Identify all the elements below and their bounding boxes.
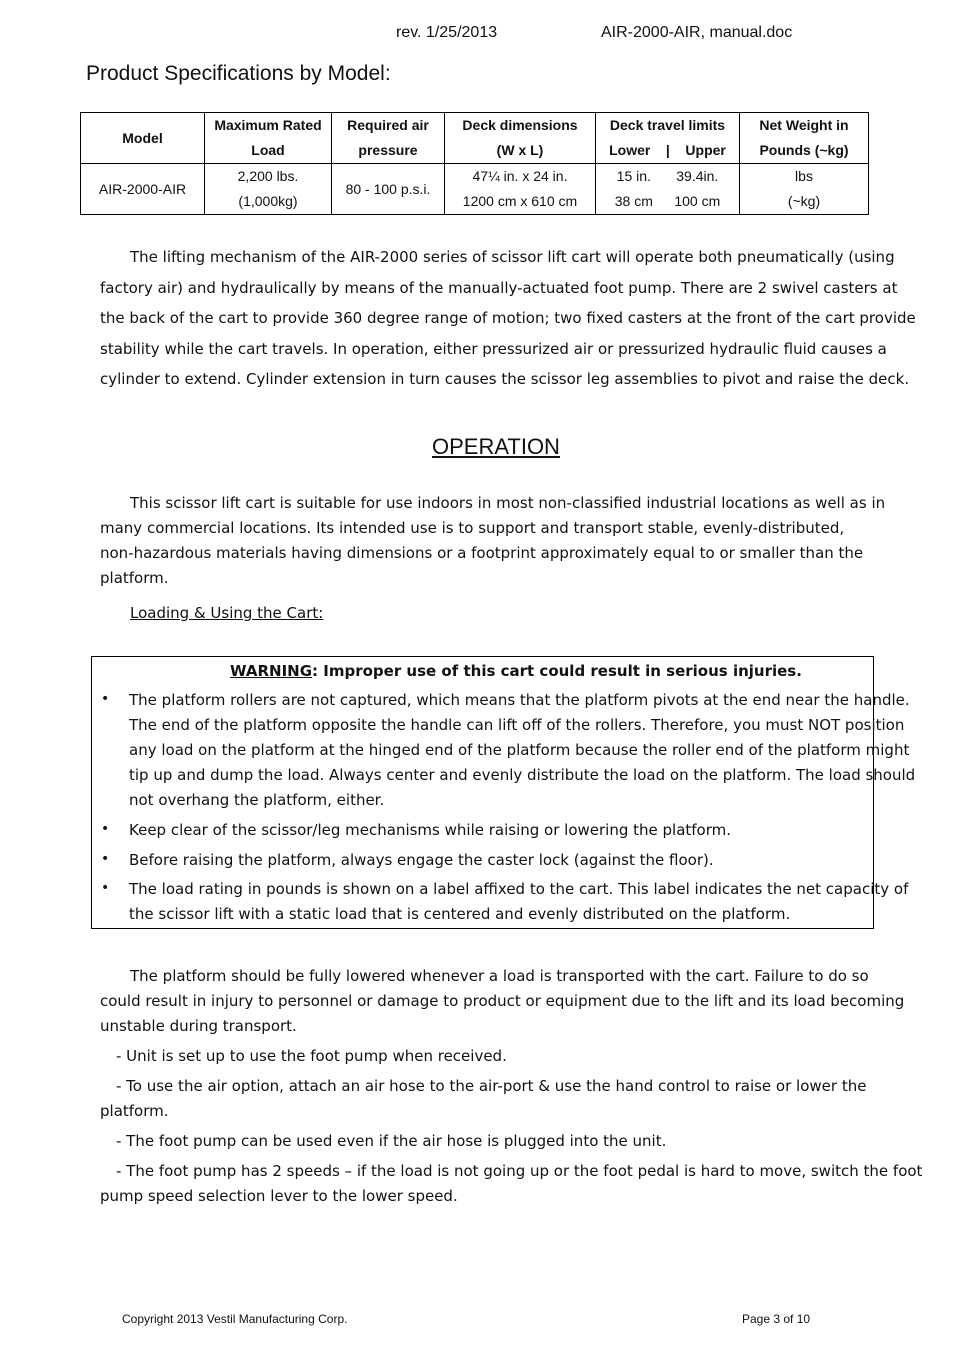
table-header-row (81, 113, 869, 164)
document-name: AIR-2000-AIR, manual.doc (601, 24, 793, 41)
note-line: - The foot pump has 2 speeds – if the load is not going up or the foot pedal is hard to move, switch the foot (116, 1162, 923, 1180)
col-travel-separator: | (665, 142, 670, 158)
col-load-line2: Load (251, 142, 285, 158)
col-deck (445, 113, 596, 164)
operation-line: many commercial locations. Its intended use is to support and transport stable, evenly-distributed, (100, 519, 845, 537)
revision-date: rev. 1/25/2013 (396, 24, 498, 41)
cell-deck-cm: 1200 cm x 610 cm (462, 193, 578, 209)
list-item: The platform rollers are not captured, which means that the platform pivots at the end near the handle. (129, 691, 910, 709)
cell-upper-in: 39.4in. (676, 168, 719, 184)
cell-lower-in: 15 in. (616, 168, 651, 184)
col-air-line2: pressure (358, 142, 418, 158)
list-item: the scissor lift with a static load that is centered and evenly distributed on the platform. (129, 905, 791, 923)
intro-line: cylinder to extend. Cylinder extension in turn causes the scissor leg assemblies to pivot and raise the deck. (100, 370, 910, 388)
footer-copyright: Copyright 2013 Vestil Manufacturing Corp. (122, 1312, 348, 1326)
note-line: - Unit is set up to use the foot pump when received. (116, 1047, 507, 1065)
bullet-icon: • (101, 851, 110, 867)
cell-air: 80 - 100 p.s.i. (332, 164, 445, 215)
intro-line: factory air) and hydraulically by means of the manually-actuated foot pump. There are 2 swivel casters at (100, 279, 898, 297)
cell-travel (596, 164, 740, 215)
operation-line: platform. (100, 569, 169, 587)
note-line: pump speed selection lever to the lower speed. (100, 1187, 458, 1205)
cell-load-lbs: 2,200 lbs. (237, 168, 299, 184)
cell-deck-in: 47¼ in. x 24 in. (472, 168, 568, 184)
cell-deck (445, 164, 596, 215)
list-item: Before raising the platform, always engage the caster lock (against the floor). (129, 851, 714, 869)
list-item: Keep clear of the scissor/leg mechanisms while raising or lowering the platform. (129, 821, 732, 839)
list-item: tip up and dump the load. Always center and evenly distribute the load on the platform. The load should (129, 766, 916, 784)
spec-title: Product Specifications by Model: (86, 62, 391, 85)
intro-line: the back of the cart to provide 360 degree range of motion; two fixed casters at the front of the cart provide (100, 309, 916, 327)
footer-page-number: Page 3 of 10 (742, 1312, 811, 1326)
col-weight-line1: Net Weight in (759, 117, 849, 133)
cell-weight-lbs: lbs (795, 168, 813, 184)
table-row (81, 164, 869, 215)
warning-text: : Improper use of this cart could result in serious injuries. (312, 662, 802, 680)
transport-line: The platform should be fully lowered whenever a load is transported with the cart. Failure to do so (130, 967, 869, 985)
col-model: Model (81, 113, 205, 164)
col-air (332, 113, 445, 164)
intro-line: stability while the cart travels. In operation, either pressurized air or pressurized hydraulic fluid causes a (100, 340, 887, 358)
list-item: The end of the platform opposite the handle can lift off of the rollers. Therefore, you must NOT position (129, 716, 905, 734)
warning-title (230, 662, 802, 680)
bullet-icon: • (101, 821, 110, 837)
list-item: The load rating in pounds is shown on a label affixed to the cart. This label indicates the net capacity of (129, 880, 909, 898)
col-load-line1: Maximum Rated (214, 117, 322, 133)
cell-load (205, 164, 332, 215)
loading-heading: Loading & Using the Cart: (130, 604, 324, 622)
col-deck-line1: Deck dimensions (462, 117, 578, 133)
note-line: - The foot pump can be used even if the air hose is plugged into the unit. (116, 1132, 667, 1150)
col-travel-line2 (596, 138, 739, 163)
list-item: not overhang the platform, either. (129, 791, 385, 809)
list-item: any load on the platform at the hinged end of the platform because the roller end of the platform might (129, 741, 910, 759)
col-deck-line2: (W x L) (496, 142, 544, 158)
col-air-line1: Required air (347, 117, 429, 133)
transport-line: unstable during transport. (100, 1017, 297, 1035)
col-travel-line1: Deck travel limits (609, 117, 726, 133)
cell-load-kg: (1,000kg) (238, 193, 298, 209)
transport-line: could result in injury to personnel or damage to product or equipment due to the lift and its load becoming (100, 992, 905, 1010)
bullet-icon: • (101, 691, 110, 707)
col-travel-upper: Upper (685, 142, 726, 158)
bullet-icon: • (101, 880, 110, 896)
operation-heading: OPERATION (432, 434, 560, 459)
warning-label: WARNING (230, 662, 313, 680)
col-load (205, 113, 332, 164)
spec-table (80, 112, 869, 215)
cell-weight (740, 164, 869, 215)
note-line: platform. (100, 1102, 169, 1120)
cell-lower-cm: 38 cm (614, 193, 653, 209)
intro-line: The lifting mechanism of the AIR-2000 series of scissor lift cart will operate both pneumatically (using (130, 248, 895, 266)
cell-model: AIR-2000-AIR (81, 164, 205, 215)
note-line: - To use the air option, attach an air hose to the air-port & use the hand control to raise or lower the (116, 1077, 867, 1095)
operation-line: non-hazardous materials having dimensions or a footprint approximately equal to or smaller than the (100, 544, 864, 562)
col-weight-line2: Pounds (~kg) (759, 142, 849, 158)
col-travel (596, 113, 740, 164)
cell-weight-kg: (~kg) (787, 193, 821, 209)
operation-line: This scissor lift cart is suitable for use indoors in most non-classified industrial locations as well as in (130, 494, 886, 512)
col-travel-lower: Lower (609, 142, 651, 158)
col-weight (740, 113, 869, 164)
cell-upper-cm: 100 cm (674, 193, 721, 209)
